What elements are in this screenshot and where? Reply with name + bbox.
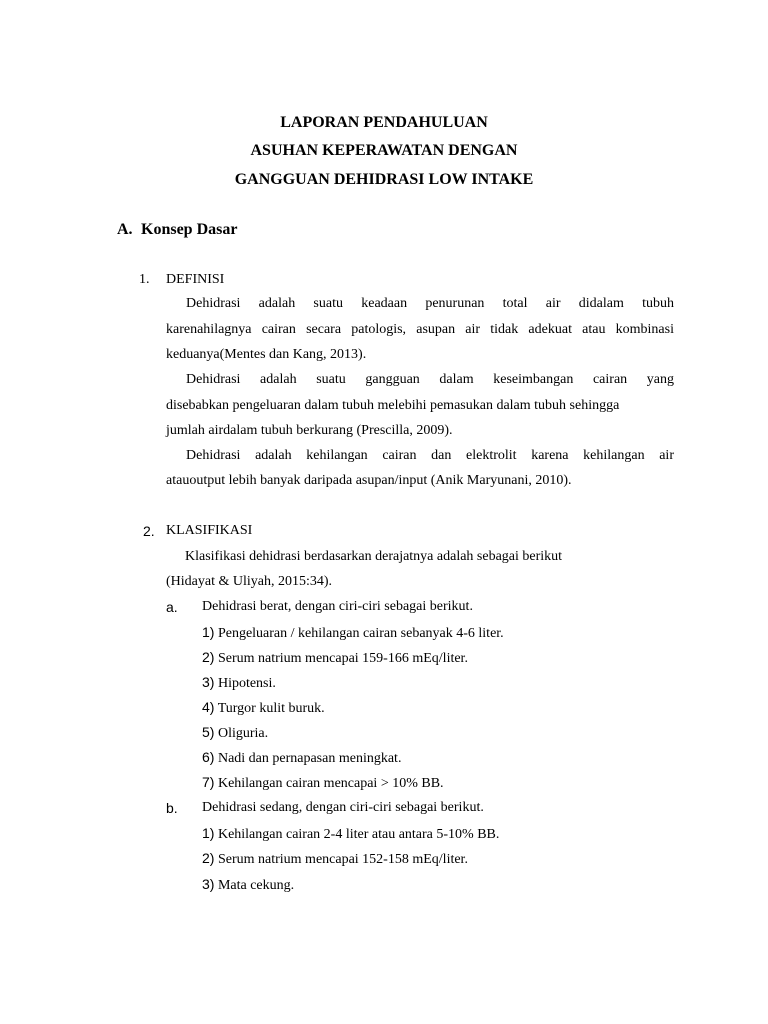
klasifikasi-heading: KLASIFIKASI: [166, 523, 253, 538]
list-item-text: Pengeluaran / kehilangan cairan sebanyak 4-6 liter.: [217, 626, 504, 641]
list-item-text: Turgor kulit buruk.: [217, 701, 325, 716]
definisi-line-7: Dehidrasi adalah kehilangan cairan dan elektrolit karena kehilangan air: [186, 448, 674, 463]
list-item-text: Kehilangan cairan mencapai > 10% BB.: [217, 776, 444, 791]
klasifikasi-intro-line-1: Klasifikasi dehidrasi berdasarkan derajatnya adalah sebagai berikut: [185, 549, 563, 564]
list-item-number: 4): [202, 699, 215, 715]
klasifikasi-number: 2.: [143, 523, 155, 539]
list-item: [202, 773, 444, 793]
list-item-number: 3): [202, 674, 215, 690]
definisi-line-4: Dehidrasi adalah suatu gangguan dalam keseimbangan cairan yang: [186, 372, 674, 387]
definisi-heading: DEFINISI: [166, 272, 225, 287]
group-b-marker: b.: [166, 800, 178, 816]
list-item-text: Hipotensi.: [217, 676, 276, 691]
definisi-line-5: disebabkan pengeluaran dalam tubuh melebihi pemasukan dalam tubuh sehingga: [166, 398, 620, 413]
section-heading-konsep-dasar: [117, 220, 237, 240]
document-title-line-2: ASUHAN KEPERAWATAN DENGAN: [250, 142, 518, 159]
list-item-number: 3): [202, 876, 215, 892]
list-item-number: 5): [202, 724, 215, 740]
section-letter: A.: [117, 221, 133, 238]
list-item: [202, 673, 276, 693]
list-item-number: 1): [202, 825, 215, 841]
definisi-line-2: karenahilagnya cairan secara patologis, asupan air tidak adekuat atau kombinasi: [166, 322, 674, 337]
list-item-number: 1): [202, 624, 215, 640]
list-item: [202, 723, 268, 743]
group-b-label: Dehidrasi sedang, dengan ciri-ciri sebagai berikut.: [202, 800, 484, 815]
list-item: [202, 824, 499, 844]
list-item-number: 2): [202, 850, 215, 866]
list-item: [202, 698, 325, 718]
list-item-text: Kehilangan cairan 2-4 liter atau antara 5-10% BB.: [217, 827, 500, 842]
definisi-line-1: Dehidrasi adalah suatu keadaan penurunan total air didalam tubuh: [186, 296, 674, 311]
list-item: [202, 875, 294, 895]
list-item-number: 7): [202, 774, 215, 790]
document-title-line-1: LAPORAN PENDAHULUAN: [280, 114, 488, 131]
list-item: [202, 849, 468, 869]
definisi-line-3: keduanya(Mentes dan Kang, 2013).: [166, 347, 367, 362]
list-item-text: Oliguria.: [217, 726, 269, 741]
list-item: [202, 748, 401, 768]
group-a-label: Dehidrasi berat, dengan ciri-ciri sebagai berikut.: [202, 599, 473, 614]
definisi-line-8: atauoutput lebih banyak daripada asupan/input (Anik Maryunani, 2010).: [166, 473, 572, 488]
list-item-number: 2): [202, 649, 215, 665]
list-item-text: Mata cekung.: [217, 878, 295, 893]
definisi-number: 1.: [139, 272, 150, 287]
section-label: Konsep Dasar: [141, 221, 238, 238]
list-item: [202, 623, 504, 643]
definisi-line-6: jumlah airdalam tubuh berkurang (Prescilla, 2009).: [166, 423, 453, 438]
list-item-text: Nadi dan pernapasan meningkat.: [217, 751, 402, 766]
klasifikasi-intro-line-2: (Hidayat & Uliyah, 2015:34).: [166, 574, 333, 589]
group-a-marker: a.: [166, 599, 178, 615]
list-item-text: Serum natrium mencapai 152-158 mEq/liter.: [217, 852, 468, 867]
list-item-text: Serum natrium mencapai 159-166 mEq/liter.: [217, 651, 468, 666]
list-item: [202, 648, 468, 668]
document-title-line-3: GANGGUAN DEHIDRASI LOW INTAKE: [234, 171, 534, 188]
list-item-number: 6): [202, 749, 215, 765]
